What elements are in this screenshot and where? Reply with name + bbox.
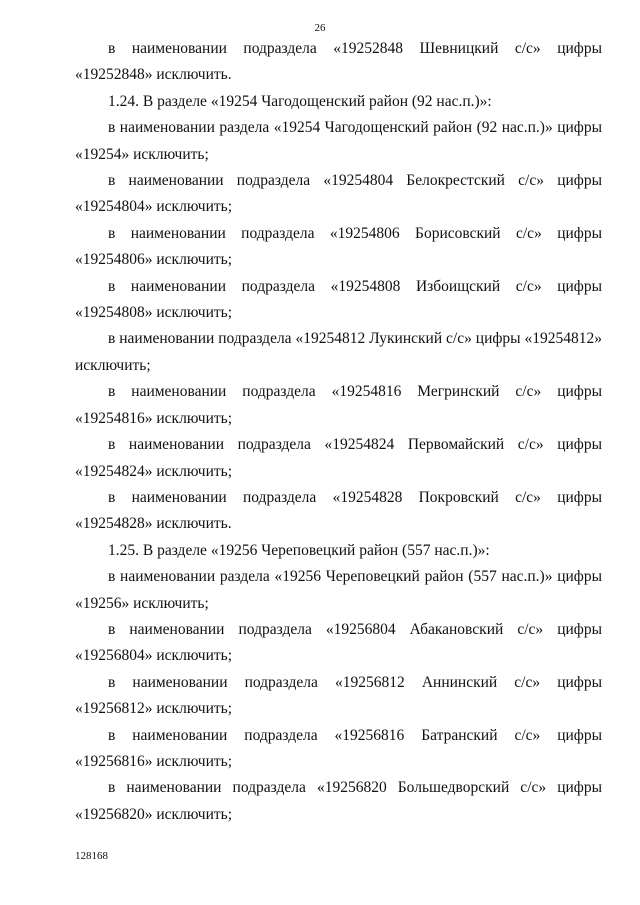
document-id: 128168 xyxy=(75,850,108,862)
paragraph-15: в наименовании подраздела «19256816 Батранский с/с» цифры «19256816» исключить; xyxy=(75,726,602,770)
section-heading-1-25: 1.25. В разделе «19256 Череповецкий район (557 нас.п.)»: xyxy=(108,541,490,559)
paragraph-14: в наименовании подраздела «19256812 Аннинский с/с» цифры «19256812» исключить; xyxy=(75,673,602,718)
paragraph-4: в наименовании подраздела «19254804 Белокрестский с/с» цифры «19254804» исключить; xyxy=(75,172,602,216)
paragraph-16: в наименовании подраздела «19256820 Большедворский с/с» цифры «19256820» исключить; xyxy=(75,779,602,823)
paragraph-6: в наименовании подраздела «19254808 Избоищский с/с» цифры «19254808» исключить; xyxy=(75,277,602,322)
paragraph-10: в наименовании подраздела «19254828 Покровский с/с» цифры «19254828» исключить. xyxy=(75,488,602,533)
document-body xyxy=(75,36,602,828)
paragraph-13: в наименовании подраздела «19256804 Абакановский с/с» цифры «19256804» исключить; xyxy=(75,620,602,665)
paragraph-12: в наименовании раздела «19256 Череповецкий район (557 нас.п.)» цифры «19256» исключить; xyxy=(75,568,602,612)
section-heading-1-24: 1.24. В разделе «19254 Чагодощенский район (92 нас.п.)»: xyxy=(108,92,492,110)
page-number: 26 xyxy=(314,22,326,34)
paragraph-8: в наименовании подраздела «19254816 Мегринский с/с» цифры «19254816» исключить; xyxy=(75,383,602,427)
paragraph-5: в наименовании подраздела «19254806 Борисовский с/с» цифры «19254806» исключить; xyxy=(75,224,602,269)
paragraph-1: в наименовании подраздела «19252848 Шевницкий с/с» цифры «19252848» исключить. xyxy=(75,40,602,84)
paragraph-3: в наименовании раздела «19254 Чагодощенский район (92 нас.п.)» цифры «19254» исключить; xyxy=(75,119,602,163)
paragraph-7: в наименовании подраздела «19254812 Лукинский с/с» цифры «19254812» исключить; xyxy=(75,330,602,374)
paragraph-9: в наименовании подраздела «19254824 Первомайский с/с» цифры «19254824» исключить; xyxy=(75,436,602,480)
